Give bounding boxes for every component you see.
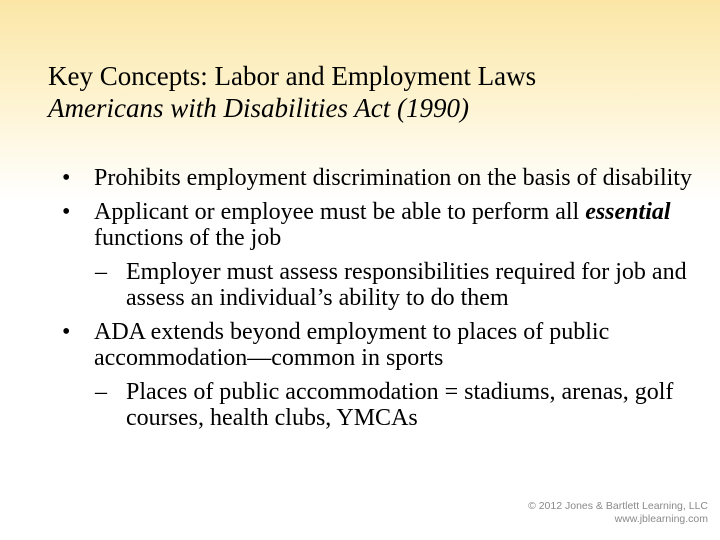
- bullet-emphasis: essential: [585, 199, 671, 225]
- slide-title: Key Concepts: Labor and Employment Laws: [48, 61, 537, 91]
- bullet-list: [62, 165, 712, 439]
- bullet-text: ADA extends beyond employment to places of public accommodation—common in sports: [94, 319, 610, 371]
- sub-bullet-text: Places of public accommodation = stadiums, arenas, golf courses, health clubs, YMCAs: [126, 379, 674, 431]
- bullet-marker: •: [62, 165, 71, 191]
- slide-subtitle: Americans with Disabilities Act (1990): [48, 93, 469, 123]
- publisher-website: www.jblearning.com: [614, 513, 708, 525]
- bullet-item: [62, 199, 712, 251]
- sub-bullet-item: [95, 379, 712, 431]
- sub-bullet-marker: –: [95, 259, 107, 285]
- sub-bullet-text: Employer must assess responsibilities required for job and assess an individual’s ability to do them: [126, 259, 687, 311]
- bullet-text-after: functions of the job: [94, 225, 282, 251]
- bullet-marker: •: [62, 319, 71, 345]
- copyright-footer: [528, 500, 708, 526]
- bullet-text: [94, 199, 712, 251]
- slide-title-block: [48, 60, 708, 124]
- bullet-marker: •: [62, 199, 71, 225]
- bullet-text-before: Applicant or employee must be able to perform all: [94, 199, 586, 225]
- bullet-item: [62, 165, 712, 191]
- sub-bullet-marker: –: [95, 379, 107, 405]
- copyright-notice: © 2012 Jones & Bartlett Learning, LLC: [528, 500, 708, 512]
- bullet-text: Prohibits employment discrimination on the basis of disability: [94, 165, 692, 191]
- bullet-item: [62, 319, 712, 371]
- sub-bullet-item: [95, 259, 712, 311]
